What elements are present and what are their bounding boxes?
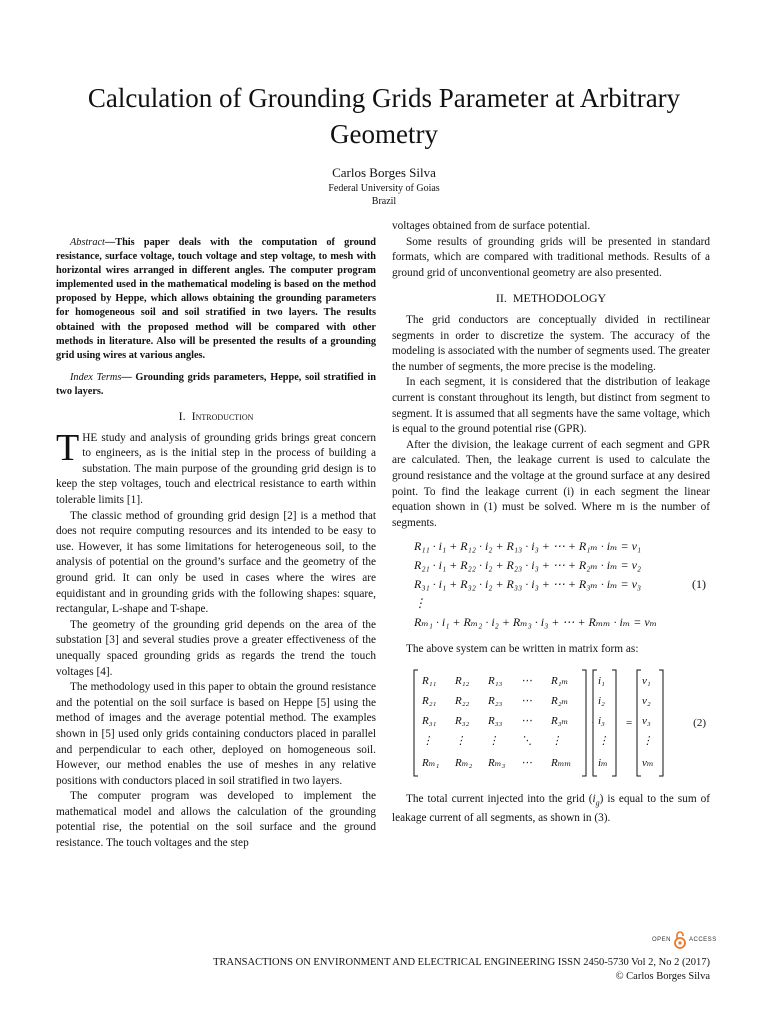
abstract: Abstract—This paper deals with the computation of ground resistance, surface voltage, touch voltage and step voltage, to mesh with horizontal wires arranged in different angles. The computer program implemented used in the mathematical modeling is based on the method proposed by Heppe, which allows obtaining the grounding parameters for homogeneous soil and soil stratified in two layers. The results obtained with the proposed method will be compared with other methods in literature. Also will be presented the results of a grounding grid using wires at various angles. [56,237,376,361]
intro-paragraph-3: The geometry of the grounding grid depends on the area of the substation [3] and several studies prove a greater effectiveness of the unequally spaced grounding grids as regards the trend the touch voltages [4]. [56,618,376,678]
matrix-cell: R₁₁ [422,674,437,687]
section-number: II. [495,291,507,306]
equation-line: R₂₁ · i₁ + R₂₂ · i₂ + R₂₃ · i₃ + ⋯ + R₂ₘ · iₘ = v₂ [414,558,642,573]
intro-text-1: HE study and analysis of grounding grids brings great concern to engineers, as is the initial step in the process of building a substation. The main purpose of the grounding grid design is to keep the step voltages, touch and electrical resistance to earth within tolerable limits [1]. [56,431,376,506]
total-text-a: The total current injected into the grid ( [406,792,593,805]
matrix-cell: R₃ₘ [551,714,569,727]
intro-paragraph-5: The computer program was developed to implement the mathematical model and allows the calculation of the grounding potential rise, the potential on the soil surface and the ground resistance. The touch voltages and the step [56,790,376,850]
matrix-cell: R₃₂ [455,714,470,727]
copyright: © Carlos Borges Silva [615,971,710,982]
intro-paragraph-4: The methodology used in this paper to obtain the ground resistance and the potential on the soil surface is based on Heppe [5] using the method of images and the average potential method. The examples shown in [5] used only grids containing conductors placed in parallel and perpendicular to each other, deployed on homogeneous soil. However, our method enables the use of meshes in any relative positions with conductors placed in soil stratified in two layers. [56,681,376,787]
author-affiliation: Federal University of Goias [328,183,440,194]
current-subscript: g [595,798,600,808]
paper-title: Calculation of Grounding Grids Parameter at Arbitrary Geometry [87,83,681,149]
matrix-cell: ⋯ [521,694,532,707]
abstract-lead: Abstract [70,237,105,248]
matrix-cell: R₂₃ [488,694,503,707]
vector-cell: iₘ [598,756,608,769]
matrix-cell: R₂ₘ [551,694,569,707]
vector-cell: i₃ [598,714,605,727]
equation-line: R₁₁ · i₁ + R₁₂ · i₂ + R₁₃ · i₃ + ⋯ + R₁ₘ · iₘ = v₁ [414,539,642,554]
vector-cell: vₘ [642,756,654,769]
matrix-cell: R₂₁ [422,694,437,707]
equation-line: ⋮ [414,596,426,611]
section-title: METHODOLOGY [512,291,607,306]
index-terms-lead: Index Terms [70,371,122,383]
open-access-label-right: ACCESS [689,937,717,943]
vector-cell: i₁ [598,674,605,687]
equation-number: (1) [692,577,706,592]
index-terms: Index Terms— Grounding grids parameters, Heppe, soil stratified in two layers. [56,371,377,397]
equation-line: R₃₁ · i₁ + R₃₂ · i₂ + R₃₃ · i₃ + ⋯ + R₃ₘ · iₘ = v₃ [414,577,642,592]
abstract-text: This paper deals with the computation of ground resistance, surface voltage, touch voltage and step voltage, to mesh with horizontal wires arranged in different angles. The computer program implemented used in the mathematical modeling is based on the method proposed by Heppe, which allows obtaining the grounding parameters for homogeneous soil and soil stratified in two layers. The results obtained with the proposed method will be compared with other methods in literature. Also will be presented the results of a grounding grid using wires at various angles. [56,237,376,361]
matrix-cell: ⋯ [521,714,532,727]
matrix-cell: Rₘ₁ [422,756,440,769]
matrix-intro: The above system can be written in matrix form as: [406,643,639,656]
open-access-lock-icon [674,931,686,949]
dot-operator: · [591,716,595,729]
matrix-cell: ⋯ [521,674,532,687]
matrix-cell: R₁₂ [455,674,470,687]
section-heading-introduction [56,409,376,425]
matrix-cell: ⋮ [551,734,562,747]
author-name: Carlos Borges Silva [332,165,436,180]
matrix-cell: R₂₂ [455,694,470,707]
total-text-b: ) is equal to the sum of leakage current of all segments, as shown in (3). [392,792,710,824]
matrix-cell: ⋱ [521,734,532,747]
matrix-cell: Rₘₘ [551,756,572,769]
page-footer [213,956,710,984]
index-terms-text: Grounding grids parameters, Heppe, soil stratified in two layers. [56,371,377,397]
matrix-cell: R₁ₘ [551,674,569,687]
intro-paragraph-1 [56,426,376,509]
method-paragraph-1: The grid conductors are conceptually divided in rectilinear segments in order to discretize the system. The accuracy of the modeling is associated with the number of segments used. The greater the number of segments, the more precise is the modeling. [392,313,710,373]
right-column [392,219,710,826]
matrix-cell: R₃₃ [488,714,503,727]
vector-cell: ⋮ [642,734,653,747]
open-access-label-left: OPEN [652,937,672,943]
equation-line: Rₘ₁ · i₁ + Rₘ₂ · i₂ + Rₘ₃ · i₃ + ⋯ + Rₘₘ · iₘ = vₘ [414,615,658,630]
matrix-cell: ⋯ [521,756,532,769]
author-country: Brazil [371,196,397,207]
current-symbol: i [592,792,596,805]
matrix-cell: Rₘ₃ [488,756,506,769]
vector-cell: v₂ [642,694,651,707]
equation-2-matrix [392,668,710,780]
equation-number: (2) [693,716,706,729]
vector-cell: v₃ [642,714,651,727]
open-access-badge [652,931,717,949]
drop-cap: T [56,426,80,469]
method-paragraph-3: After the division, the leakage current of each segment and GPR are calculated. Then, the leakage current is used to calculate the ground resistance and the voltage at the ground surface at any desired point. To find the leakage current (i) in each segment the linear equation shown in (1) must be solved. Where m is the number of segments. [392,438,710,529]
matrix-cell: Rₘ₂ [455,756,473,769]
right-paragraph-1: Some results of grounding grids will be presented in standard formats, which are compared with traditional methods. Results of a ground grid of unconventional geometry are also presented. [392,235,710,279]
equation-1 [392,539,710,634]
journal-info: TRANSACTIONS ON ENVIRONMENT AND ELECTRICAL ENGINEERING ISSN 2450-5730 Vol 2, No 2 (2017) [213,957,710,968]
section-heading-methodology [392,291,710,307]
method-paragraph-2: In each segment, it is considered that the distribution of leakage current is constant throughout its length, but distinct from segment to segment. It is assumed that all segments have the same voltage, which is equal to the ground potential rise (GPR). [392,376,710,436]
total-current-paragraph [392,792,710,826]
vector-cell: ⋮ [598,734,609,747]
equals-sign: = [626,716,633,729]
left-column [56,236,376,852]
matrix-cell: R₁₃ [488,674,503,687]
section-number: I. [178,409,186,424]
section-title: Introduction [191,409,254,424]
vector-cell: i₂ [598,694,605,707]
continued-text: voltages obtained from de surface potential. [392,220,591,232]
matrix-cell: R₃₁ [422,714,437,727]
vector-cell: v₁ [642,674,651,687]
matrix-cell: ⋮ [488,734,499,747]
matrix-cell: ⋮ [455,734,466,747]
matrix-cell: ⋮ [422,734,433,747]
intro-paragraph-2: The classic method of grounding grid design [2] is a method that does not require computing resources and its intended to be easy to use. However, it has some limitations for heterogeneous soil, to the analysis of potential on the ground’s surface and the geometry of the ground grid. It can only be used in cases where the wires are equidistant and in grounding grids with the following shapes: square, rectangular, L-shape and T-shape. [56,509,376,616]
